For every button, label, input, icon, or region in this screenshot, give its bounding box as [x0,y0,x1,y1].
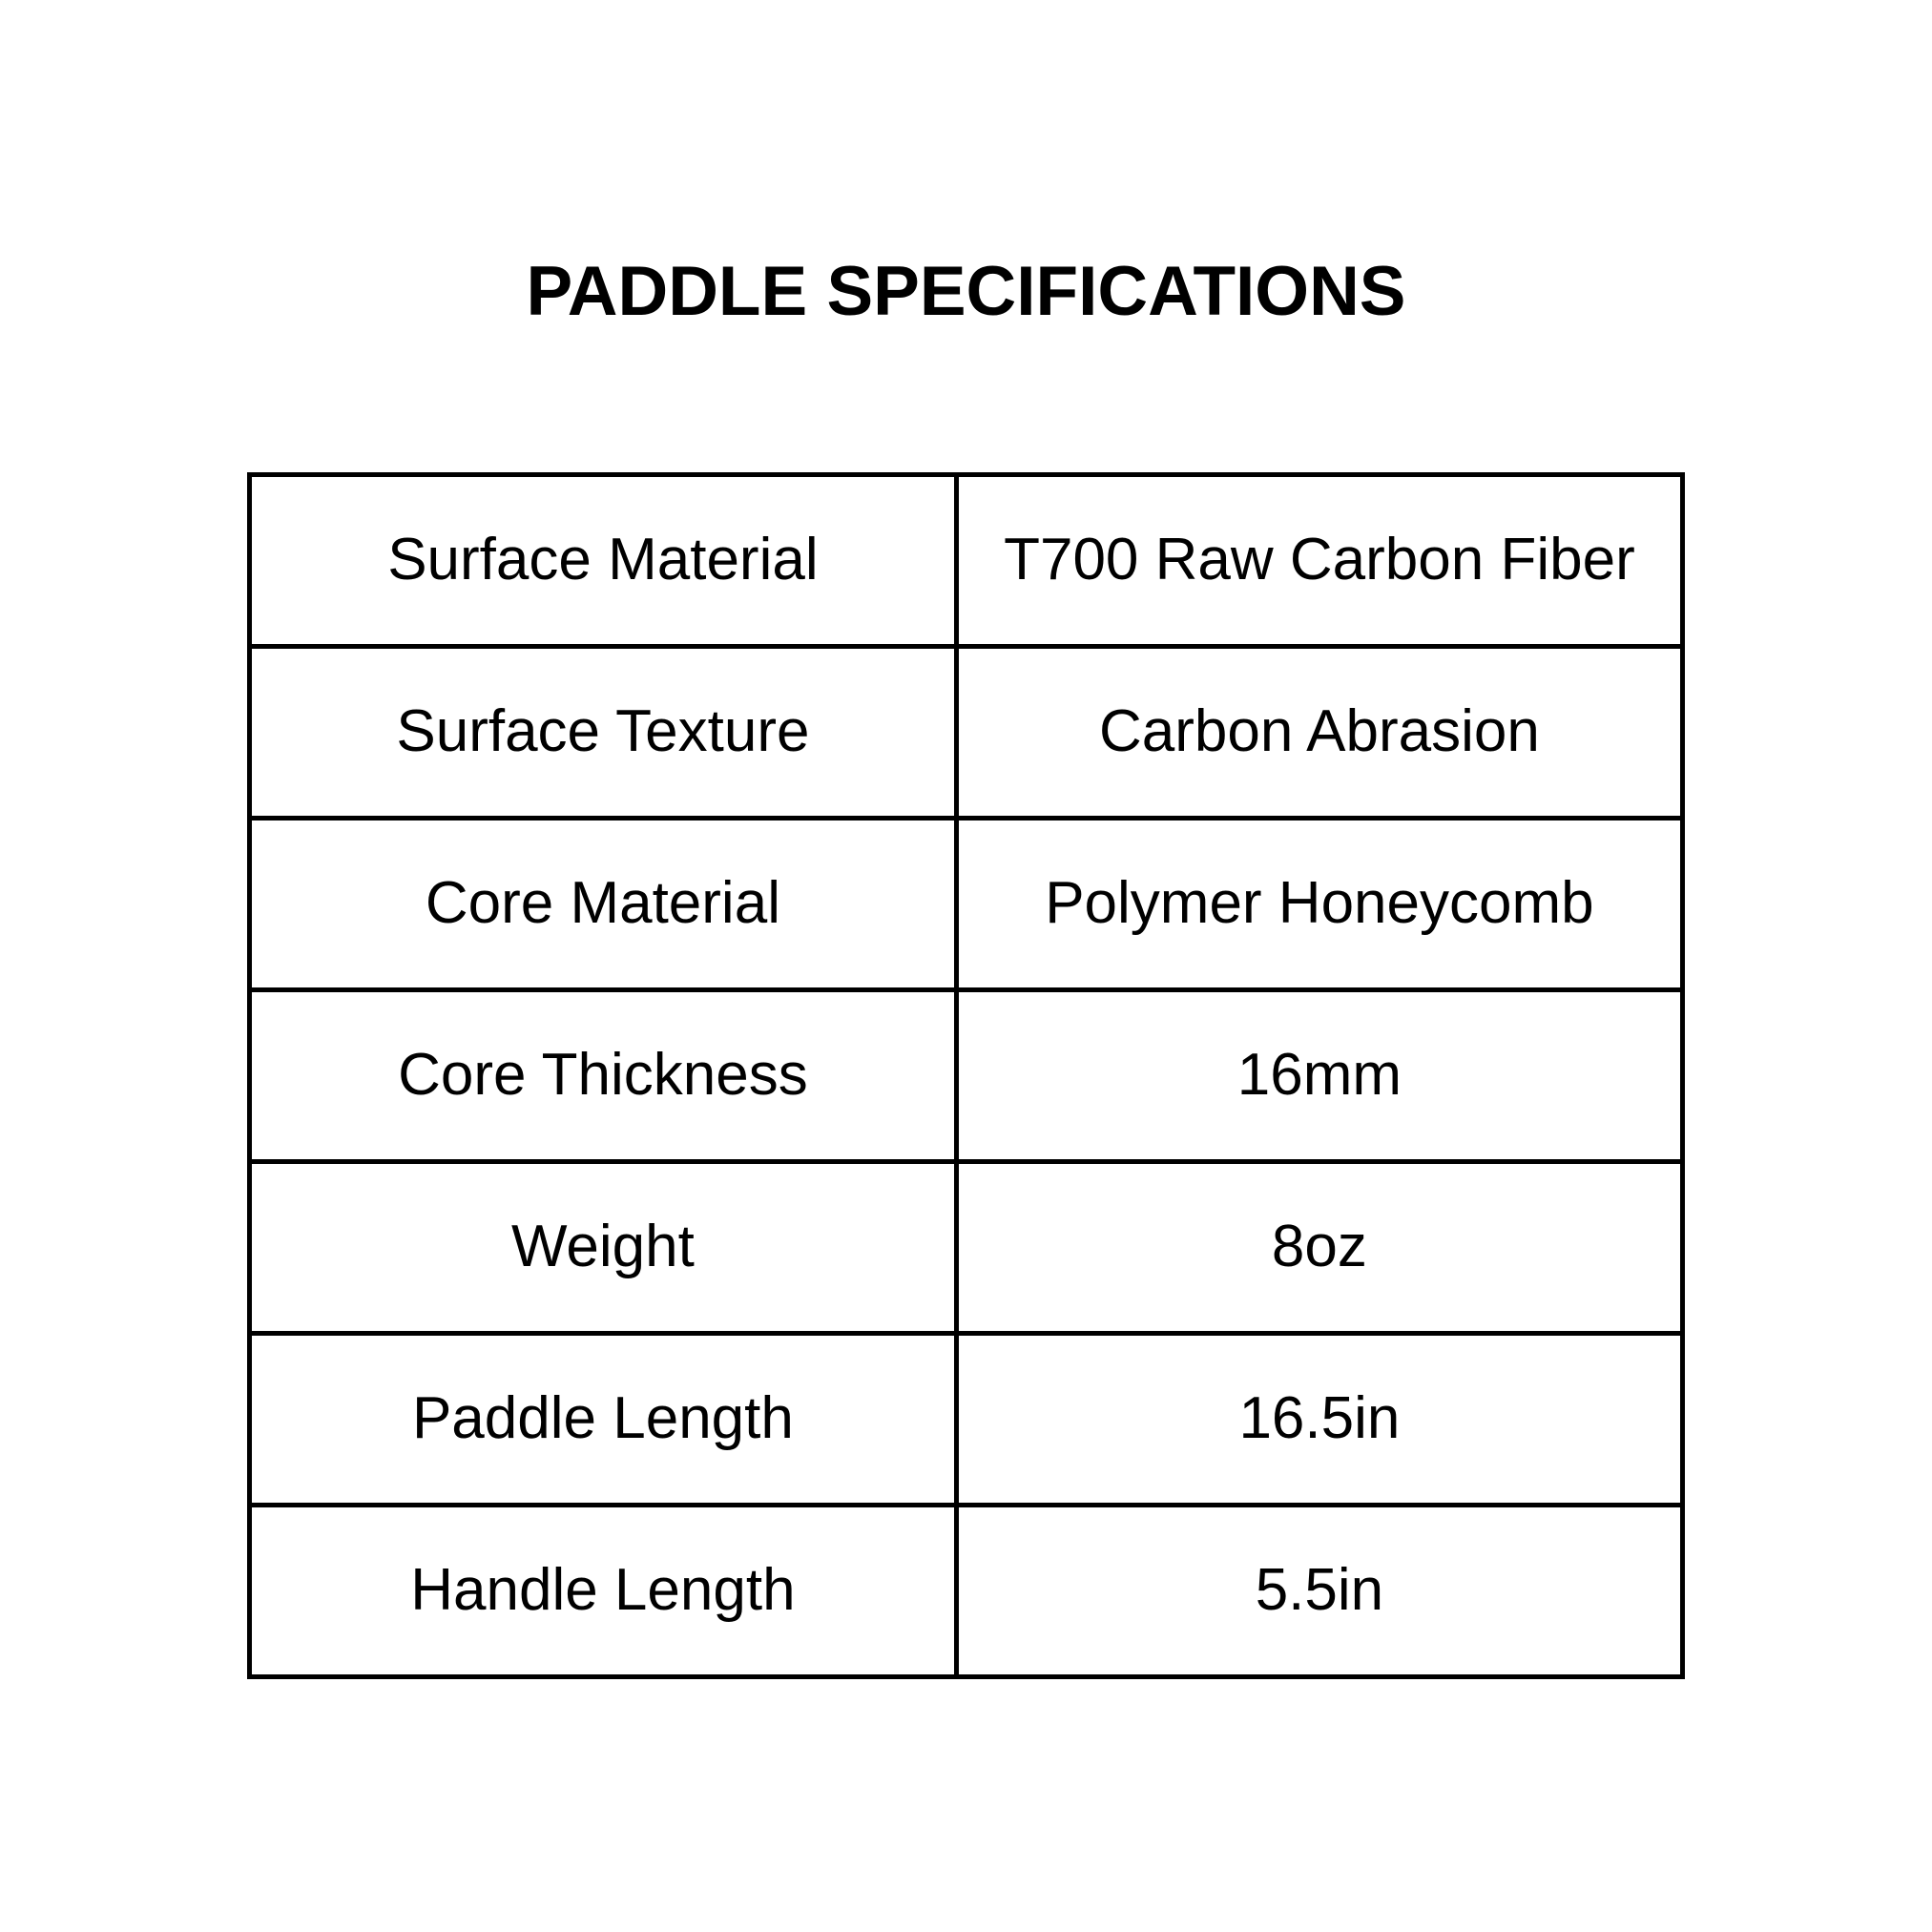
spec-table-body [250,475,1683,1677]
spec-label-handle-length: Handle Length [250,1506,957,1677]
spec-value-core-thickness: 16mm [956,990,1682,1162]
page-title: PADDLE SPECIFICATIONS [526,253,1406,330]
table-row [250,475,1683,647]
spec-value-surface-texture: Carbon Abrasion [956,647,1682,819]
spec-label-paddle-length: Paddle Length [250,1334,957,1506]
spec-value-paddle-length: 16.5in [956,1334,1682,1506]
table-row [250,1162,1683,1334]
spec-label-weight: Weight [250,1162,957,1334]
spec-value-core-material: Polymer Honeycomb [956,819,1682,990]
spec-label-core-material: Core Material [250,819,957,990]
spec-label-surface-texture: Surface Texture [250,647,957,819]
spec-value-handle-length: 5.5in [956,1506,1682,1677]
table-row [250,1506,1683,1677]
spec-table [247,472,1685,1679]
table-row [250,819,1683,990]
table-row [250,1334,1683,1506]
spec-value-weight: 8oz [956,1162,1682,1334]
table-row [250,990,1683,1162]
spec-value-surface-material: T700 Raw Carbon Fiber [956,475,1682,647]
spec-label-surface-material: Surface Material [250,475,957,647]
spec-label-core-thickness: Core Thickness [250,990,957,1162]
table-row [250,647,1683,819]
